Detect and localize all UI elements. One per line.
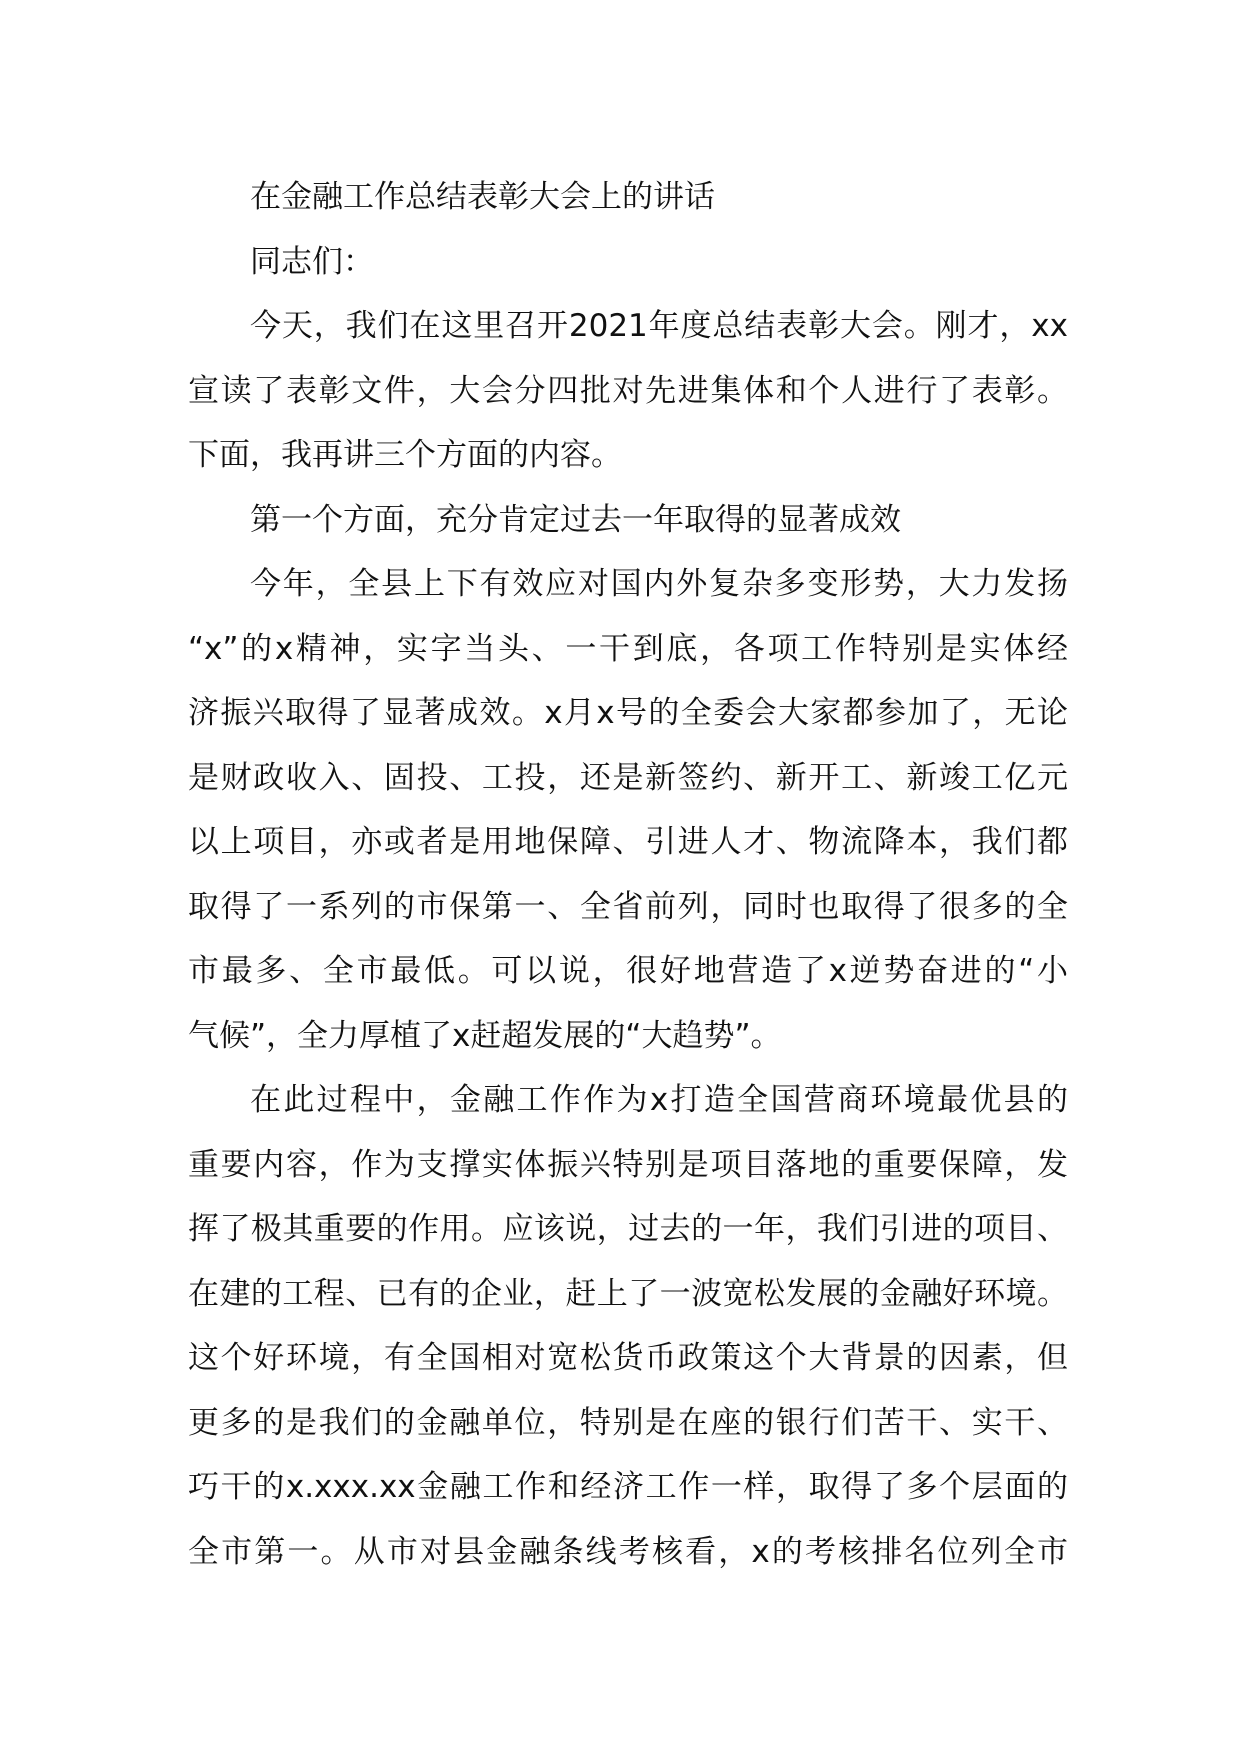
text-line: “x”的x精神，实字当头、一干到底，各项工作特别是实体经 (188, 630, 1068, 667)
text-line: 更多的是我们的金融单位，特别是在座的银行们苦干、实干、 (188, 1404, 1068, 1441)
document-title: 在金融工作总结表彰大会上的讲话 (250, 179, 715, 215)
text-line: 全市第一。从市对县金融条线考核看，x的考核排名位列全市 (188, 1533, 1068, 1570)
text-line: 是财政收入、固投、工投，还是新签约、新开工、新竣工亿元 (188, 759, 1068, 796)
text-line: 挥了极其重要的作用。应该说，过去的一年，我们引进的项目、 (188, 1211, 1068, 1247)
text-line: 巧干的x.xxx.xx金融工作和经济工作一样，取得了多个层面的 (188, 1469, 1068, 1505)
text-line: 气候”，全力厚植了x赶超发展的“大趋势”。 (188, 1017, 782, 1054)
text-line: 以上项目，亦或者是用地保障、引进人才、物流降本，我们都 (188, 824, 1068, 860)
text-line: 济振兴取得了显著成效。x月x号的全委会大家都参加了，无论 (188, 695, 1068, 731)
text-line: 今年，全县上下有效应对国内外复杂多变形势，大力发扬 (250, 566, 1068, 602)
salutation: 同志们： (250, 243, 374, 280)
text-line: 宣读了表彰文件，大会分四批对先进集体和个人进行了表彰。 (188, 372, 1068, 409)
text-line: 在建的工程、已有的企业，赶上了一波宽松发展的金融好环境。 (188, 1275, 1068, 1312)
text-line: 市最多、全市最低。可以说，很好地营造了x逆势奋进的“小 (188, 953, 1068, 989)
text-line: 这个好环境，有全国相对宽松货币政策这个大背景的因素，但 (188, 1340, 1068, 1376)
text-line: 下面，我再讲三个方面的内容。 (188, 437, 622, 473)
text-line: 取得了一系列的市保第一、全省前列，同时也取得了很多的全 (188, 888, 1068, 925)
section-heading: 第一个方面，充分肯定过去一年取得的显著成效 (250, 501, 901, 538)
text-line: 重要内容，作为支撑实体振兴特别是项目落地的重要保障，发 (188, 1146, 1068, 1183)
text-line: 今天，我们在这里召开2021年度总结表彰大会。刚才，xx (250, 308, 1068, 344)
text-line: 在此过程中，金融工作作为x打造全国营商环境最优县的 (250, 1082, 1068, 1118)
document-body (188, 165, 1068, 1584)
